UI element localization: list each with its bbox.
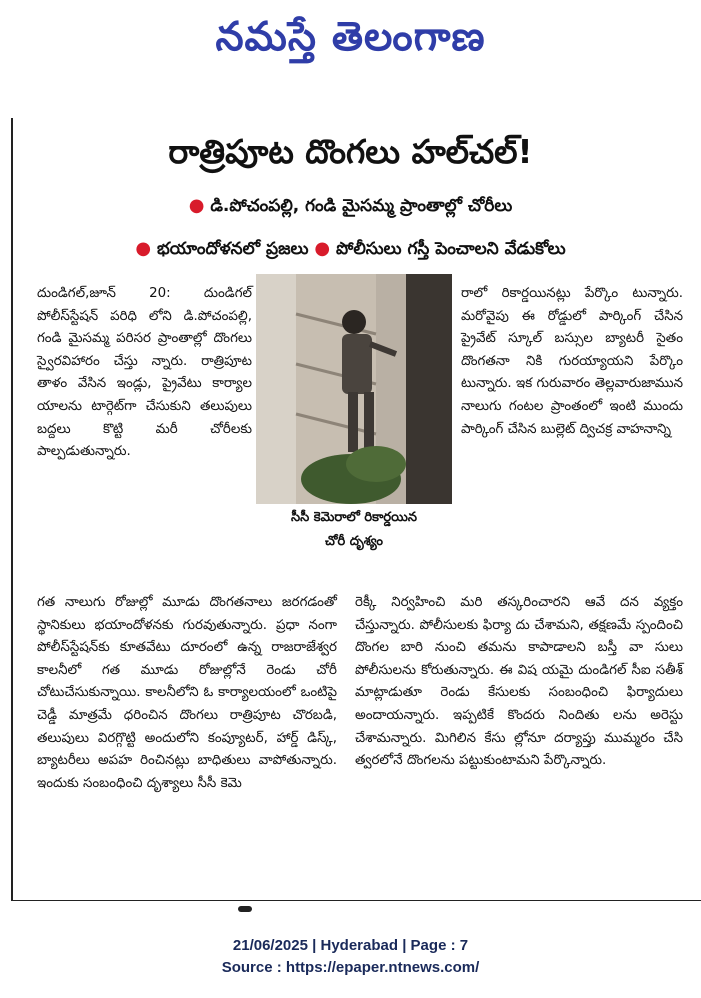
masthead-title: నమస్తే తెలంగాణ: [215, 13, 486, 60]
article-column-3: [461, 283, 683, 441]
paragraph: రెక్కీ నిర్వహించి మరి తస్కరించారని ఆవే దన వ్యక్తం చేస్తున్నారు. పోలీసులకు ఫిర్యా దు చేశామని, తక్షణమే స్పందించి దొంగల బారి నుంచి తమను కాపాడాలని బస్తీ వా సులు పోలీసులను కోరుతున్నారు. ఈ విష యమై దుండిగల్‌ సీఐ సతీశ్‌ మాట్లాడుతూ రెండు కేసులకు సంబంధించి ఫిర్యాదులు అందాయన్నారు. ఇప్పటికే కొందరు నిందితు లను అరెస్టు చేశామన్నారు. మిగిలిన కేసు ల్లోనూ దర్యాప్తు ముమ్మరం చేసి త్వరలోనే దొంగలను పట్టుకుంటామని పేర్కొన్నారు.: [355, 595, 683, 769]
photo-caption-line-1: సీసీ కెమెరాలో రికార్డయిన: [291, 510, 417, 525]
continuation-mark: [238, 906, 252, 912]
bullet-icon: ●: [135, 238, 152, 259]
cctv-photo: [256, 274, 452, 504]
subhead-2-text: భయాందోళనలో ప్రజలు: [157, 239, 309, 259]
masthead: [0, 6, 701, 74]
subhead-1-text: డి.పోచంపల్లి, గండి మైసమ్మ ప్రాంతాల్లో చోరీలు: [210, 196, 513, 216]
footer-date-line: 21/06/2025 | Hyderabad | Page : 7: [232, 937, 469, 954]
article-headline: రాత్రిపూట దొంగలు హల్‌చల్‌!: [168, 132, 533, 171]
photo-caption: [256, 506, 452, 554]
bullet-icon: ●: [188, 195, 205, 216]
photo-caption-line-2: చోరీ దృశ్యం: [324, 534, 384, 549]
article-column-1: [37, 283, 252, 464]
footer-source-line: Source : https://epaper.ntnews.com/: [221, 959, 480, 976]
subhead-3-text: పోలీసులు గస్తీ పెంచాలని వేడుకోలు: [336, 239, 566, 259]
paragraph: రాలో రికార్డయినట్లు పేర్కొం టున్నారు. మరోవైపు ఈ రోడ్డులో పార్కింగ్‌ చేసిన ప్రైవేట్‌ స్కూల్‌ బస్సుల బ్యాటరీ సైతం దొంగతనా నికి గురయ్యాయని పేర్కొం టున్నారు. ఇక గురువారం తెల్లవారుజామున నాలుగు గంటల ప్రాంతంలో ఇంటి ముందు పార్కింగ్‌ చేసిన బుల్లెట్‌ ద్విచక్ర వాహనాన్ని: [461, 286, 683, 437]
article-column-2-3: [355, 592, 683, 773]
bullet-icon: ●: [314, 238, 331, 259]
article-column-1-continued: [37, 592, 337, 795]
paragraph: గత నాలుగు రోజుల్లో మూడు దొంగతనాలు జరగడంతో స్థానికులు భయాందోళనకు గురవుతున్నారు. ప్రధా నంగా పోలీస్‌స్టేషన్‌కు కూతవేటు దూరంలో ఉన్న రాజరాజేశ్వర కాలనీలో గత మూడు రోజుల్లోనే రెండు చోరీ చోటుచేసుకున్నాయి. కాలనీలోని ఓ కార్యాలయంలో ఒంటిపై చెడ్డీ మాత్రమే ధరించిన దొంగలు రాత్రిపూట చొరబడి, తలుపులు విరగ్గొట్టి అందులోని కంప్యూటర్‌, హార్డ్‌ డిస్క్‌, బ్యాటరీలు అపహ రించినట్లు బాధితులు వాపోతున్నారు. ఇందుకు సంబంధించి దృశ్యాలు సీసీ కెమె: [37, 595, 337, 791]
subhead-2: [0, 235, 701, 263]
cctv-photo-image: [256, 274, 452, 504]
subhead-1: [0, 192, 701, 220]
paragraph: దుండిగల్‌,జూన్‌ 20: దుండిగల్‌ పోలీస్‌స్టేషన్‌ పరిధి లోని డి.పోచంపల్లి, గండి మైసమ్మ పరిసర ప్రాంతాల్లో దొంగలు స్వైరవిహారం చేస్తు న్నారు. రాత్రిపూట తాళం వేసిన ఇండ్లు, ప్రైవేటు కార్యాల యాలను టార్గెట్‌గా చేసుకుని తలుపులు బద్దలు కొట్టి మరీ చోరీలకు పాల్పడుతున్నారు.: [37, 286, 252, 460]
